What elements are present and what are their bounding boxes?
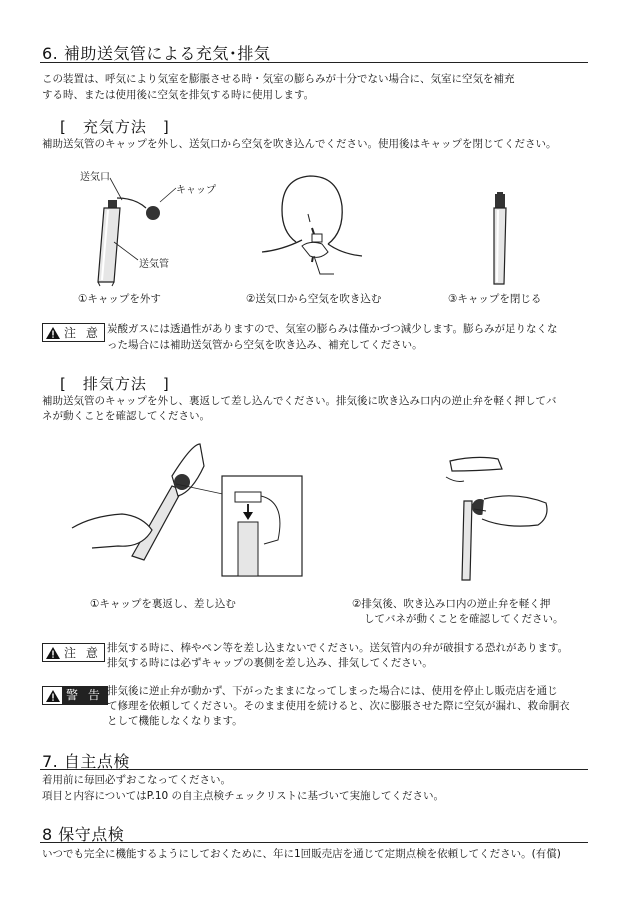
deflate-caution-line-2: 排気する時には必ずキャップの裏側を差し込み、排気してください。 bbox=[107, 657, 433, 669]
warning-triangle-icon bbox=[43, 324, 62, 341]
warning-line-2: て修理を依頼してください。そのまま使用を続けると、次に膨脹させた際に空気が漏れ、救命胴衣 bbox=[107, 700, 570, 712]
section-6-rule bbox=[40, 62, 588, 63]
section-6-intro-line-2: する時、または使用後に空気を排気する時に使用します。 bbox=[42, 89, 315, 101]
deflate-caution-line-1: 排気する時に、棒やペン等を差し込まないでください。送気管内の弁が破損する恐れがあります。 bbox=[107, 642, 569, 654]
section-7-line-1: 着用前に毎回必ずおこなってください。 bbox=[42, 774, 231, 786]
deflate-description-line-2: ネが動くことを確認してください。 bbox=[42, 410, 210, 422]
section-7-line-2: 項目と内容についてはP.10 の自主点検チェックリストに基づいて実施してください。 bbox=[42, 790, 444, 802]
section-8-title: 8 保守点検 bbox=[42, 825, 125, 844]
inflate-caption-1: ①キャップを外す bbox=[78, 293, 161, 305]
warning-line-1: 排気後に逆止弁が動かず、下がったままになってしまった場合には、使用を停止し販売店を通じ bbox=[107, 685, 558, 697]
press-valve-illustration bbox=[446, 455, 552, 580]
inflate-caption-3: ③キャップを閉じる bbox=[448, 293, 542, 305]
deflate-caption-2-line-2: してバネが動くことを確認してください。 bbox=[364, 613, 564, 625]
inlet-pointer bbox=[108, 178, 128, 202]
blowing-air-illustration bbox=[262, 170, 372, 280]
warning-badge bbox=[42, 686, 108, 705]
inflate-caption-2: ②送気口から空気を吹き込む bbox=[246, 293, 382, 305]
inflate-description: 補助送気管のキャップを外し、送気口から空気を吹き込んでください。使用後はキャップを閉じてください。 bbox=[42, 138, 557, 150]
tube-pointer bbox=[112, 240, 142, 264]
inflate-heading: [ 充気方法 ] bbox=[60, 118, 170, 136]
section-8-line-1: いつでも完全に機能するようにしておくために、年に1回販売店を通じて定期点検を依頼してください。(有償) bbox=[42, 848, 561, 860]
insert-cap-illustration bbox=[72, 436, 302, 586]
caution-word: 注 意 bbox=[64, 326, 101, 340]
deflate-description-line-1: 補助送気管のキャップを外し、裏返して差し込んでください。排気後に吹き込み口内の逆止弁を軽く押してバ bbox=[42, 395, 557, 407]
section-6-intro-line-1: この装置は、呼気により気室を膨脹させる時・気室の膨らみが十分でない場合に、気室に空気を補充 bbox=[42, 73, 515, 85]
cap-pointer bbox=[158, 188, 180, 208]
caution-word-2: 注 意 bbox=[64, 646, 101, 660]
tube-label: 送気管 bbox=[139, 259, 169, 270]
inflate-caution-line-1: 炭酸ガスには透過性がありますので、気室の膨らみは僅かづつ減少します。膨らみが足りなくな bbox=[107, 323, 558, 335]
section-7-rule bbox=[40, 769, 588, 770]
deflate-caption-1: ①キャップを裏返し、差し込む bbox=[90, 598, 236, 610]
inlet-label: 送気口 bbox=[80, 172, 110, 183]
deflate-heading: [ 排気方法 ] bbox=[60, 375, 170, 393]
inflate-caution-line-2: った場合には補助送気管から空気を吹き込み、補充してください。 bbox=[107, 339, 423, 351]
deflate-caption-2-line-1: ②排気後、吹き込み口内の逆止弁を軽く押 bbox=[352, 598, 551, 610]
cap-label: キャップ bbox=[176, 185, 216, 196]
section-7-title: 7. 自主点検 bbox=[42, 752, 130, 771]
warning-line-3: として機能しなくなります。 bbox=[107, 715, 243, 727]
caution-badge bbox=[42, 323, 105, 342]
caution-badge-2 bbox=[42, 643, 105, 662]
section-8-rule bbox=[40, 842, 588, 843]
section-6-title: 6. 補助送気管による充気･排気 bbox=[42, 44, 271, 63]
closed-tube-illustration bbox=[490, 192, 514, 288]
warning-word: 警 告 bbox=[62, 687, 107, 704]
warning-triangle-icon bbox=[43, 644, 62, 661]
warning-triangle-icon bbox=[43, 687, 62, 704]
